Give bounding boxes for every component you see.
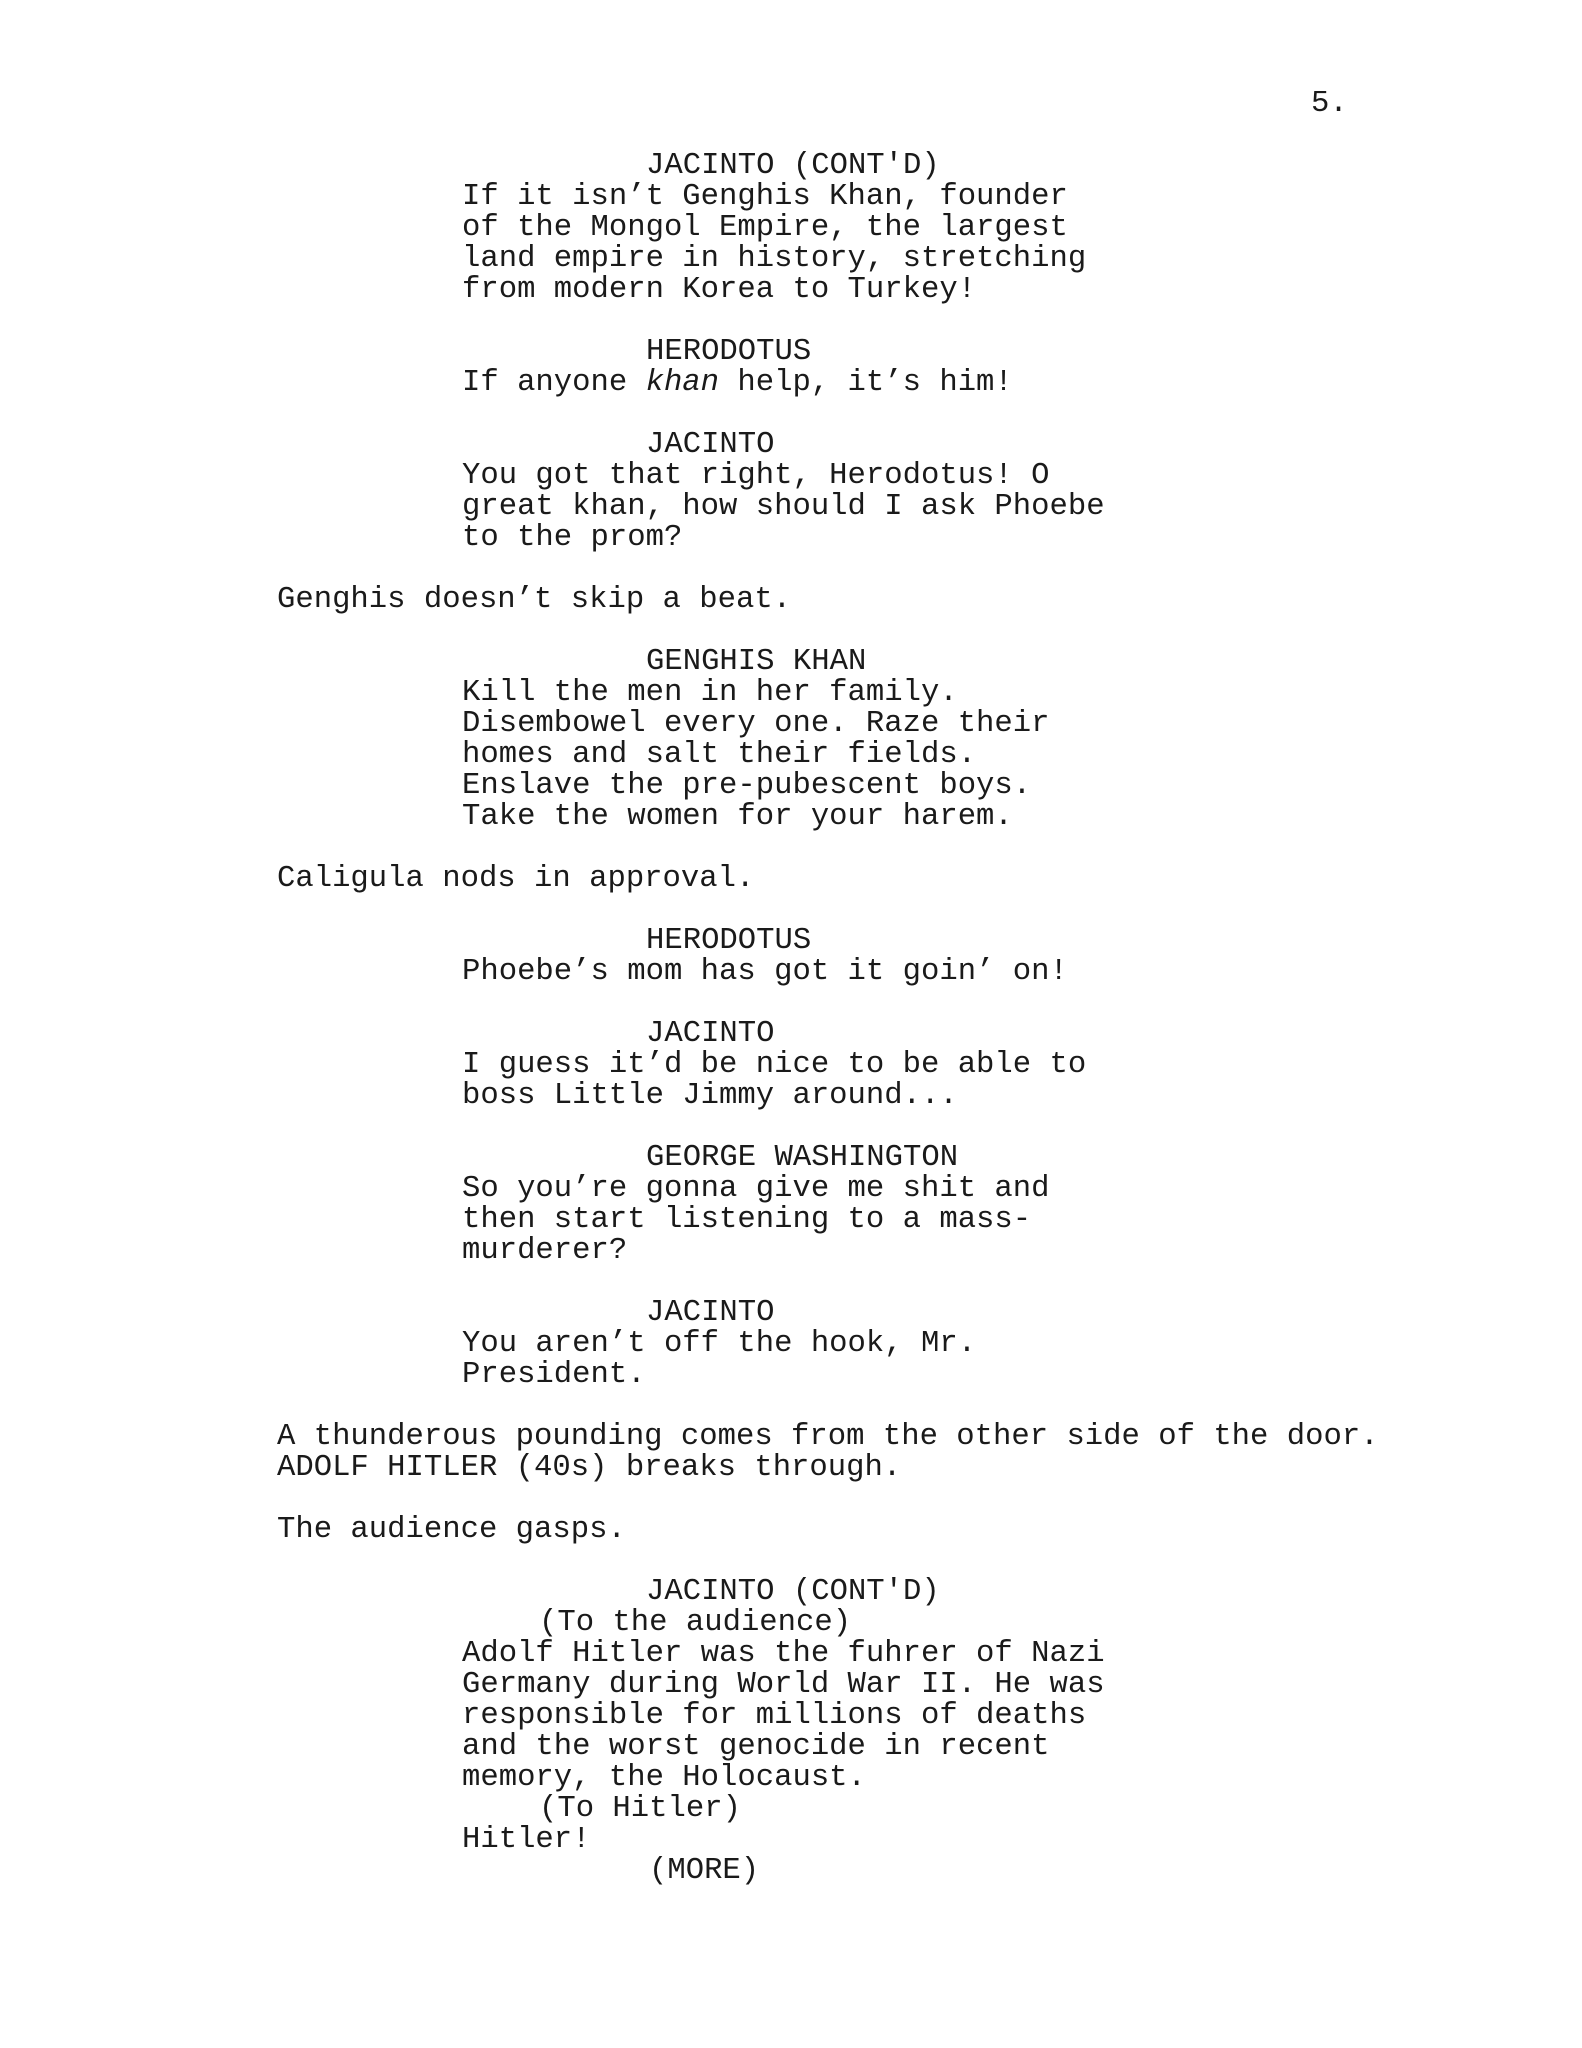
blank-line bbox=[0, 306, 1582, 337]
script-body bbox=[0, 151, 1582, 1887]
dialogue-line: Kill the men in her family. bbox=[462, 676, 958, 710]
text-run: help, it’s him! bbox=[719, 366, 1013, 400]
blank-line bbox=[0, 399, 1582, 430]
dialogue-line: Adolf Hitler was the fuhrer of Nazi bbox=[462, 1637, 1105, 1671]
action-line: A thunderous pounding comes from the other side of the door. bbox=[277, 1420, 1379, 1454]
blank-line bbox=[0, 1546, 1582, 1577]
dialogue-line: If it isn’t Genghis Khan, founder bbox=[462, 180, 1068, 214]
more-marker: (MORE) bbox=[649, 1854, 760, 1888]
character-cue: JACINTO bbox=[646, 428, 775, 462]
page-number: 5. bbox=[1311, 87, 1348, 121]
dialogue-line: I guess it’d be nice to be able to bbox=[462, 1048, 1087, 1082]
dialogue-line: President. bbox=[462, 1358, 646, 1392]
blank-line bbox=[0, 554, 1582, 585]
dialogue-line: great khan, how should I ask Phoebe bbox=[462, 490, 1105, 524]
dialogue-line: then start listening to a mass- bbox=[462, 1203, 1032, 1237]
blank-line bbox=[0, 1484, 1582, 1515]
dialogue-line: boss Little Jimmy around... bbox=[462, 1079, 958, 1113]
dialogue-line: of the Mongol Empire, the largest bbox=[462, 211, 1068, 245]
dialogue-line: Disembowel every one. Raze their bbox=[462, 707, 1050, 741]
character-cue: JACINTO bbox=[646, 1296, 775, 1330]
dialogue-line: land empire in history, stretching bbox=[462, 242, 1087, 276]
dialogue-line: Hitler! bbox=[462, 1823, 591, 1857]
blank-line bbox=[0, 616, 1582, 647]
dialogue-line: Take the women for your harem. bbox=[462, 800, 1013, 834]
character-cue: GENGHIS KHAN bbox=[646, 645, 867, 679]
dialogue-line: Germany during World War II. He was bbox=[462, 1668, 1105, 1702]
blank-line bbox=[0, 988, 1582, 1019]
dialogue-line: murderer? bbox=[462, 1234, 628, 1268]
dialogue-line: homes and salt their fields. bbox=[462, 738, 977, 772]
parenthetical: (To the audience) bbox=[539, 1606, 852, 1640]
dialogue-line: responsible for millions of deaths bbox=[462, 1699, 1087, 1733]
action-line: ADOLF HITLER (40s) breaks through. bbox=[277, 1451, 902, 1485]
action-line: Genghis doesn’t skip a beat. bbox=[277, 583, 792, 617]
dialogue-line: You aren’t off the hook, Mr. bbox=[462, 1327, 977, 1361]
dialogue-line: to the prom? bbox=[462, 521, 683, 555]
character-cue: HERODOTUS bbox=[646, 924, 812, 958]
character-cue: HERODOTUS bbox=[646, 335, 812, 369]
dialogue-line: from modern Korea to Turkey! bbox=[462, 273, 977, 307]
action-line: Caligula nods in approval. bbox=[277, 862, 755, 896]
character-cue: JACINTO bbox=[646, 1017, 775, 1051]
blank-line bbox=[0, 1112, 1582, 1143]
dialogue-line: So you’re gonna give me shit and bbox=[462, 1172, 1050, 1206]
dialogue-line: Phoebe’s mom has got it goin’ on! bbox=[462, 955, 1068, 989]
character-cue: JACINTO (CONT'D) bbox=[646, 149, 940, 183]
character-cue: JACINTO (CONT'D) bbox=[646, 1575, 940, 1609]
dialogue-line: You got that right, Herodotus! O bbox=[462, 459, 1050, 493]
text-run: If anyone bbox=[462, 366, 646, 400]
dialogue-line: memory, the Holocaust. bbox=[462, 1761, 866, 1795]
blank-line bbox=[0, 1391, 1582, 1422]
dialogue-line bbox=[0, 368, 1582, 399]
blank-line bbox=[0, 833, 1582, 864]
italic-text: khan bbox=[645, 366, 720, 400]
character-cue: GEORGE WASHINGTON bbox=[646, 1141, 959, 1175]
blank-line bbox=[0, 1267, 1582, 1298]
dialogue-line: Enslave the pre-pubescent boys. bbox=[462, 769, 1032, 803]
parenthetical: (To Hitler) bbox=[539, 1792, 741, 1826]
blank-line bbox=[0, 895, 1582, 926]
action-line: The audience gasps. bbox=[277, 1513, 626, 1547]
dialogue-line: and the worst genocide in recent bbox=[462, 1730, 1050, 1764]
